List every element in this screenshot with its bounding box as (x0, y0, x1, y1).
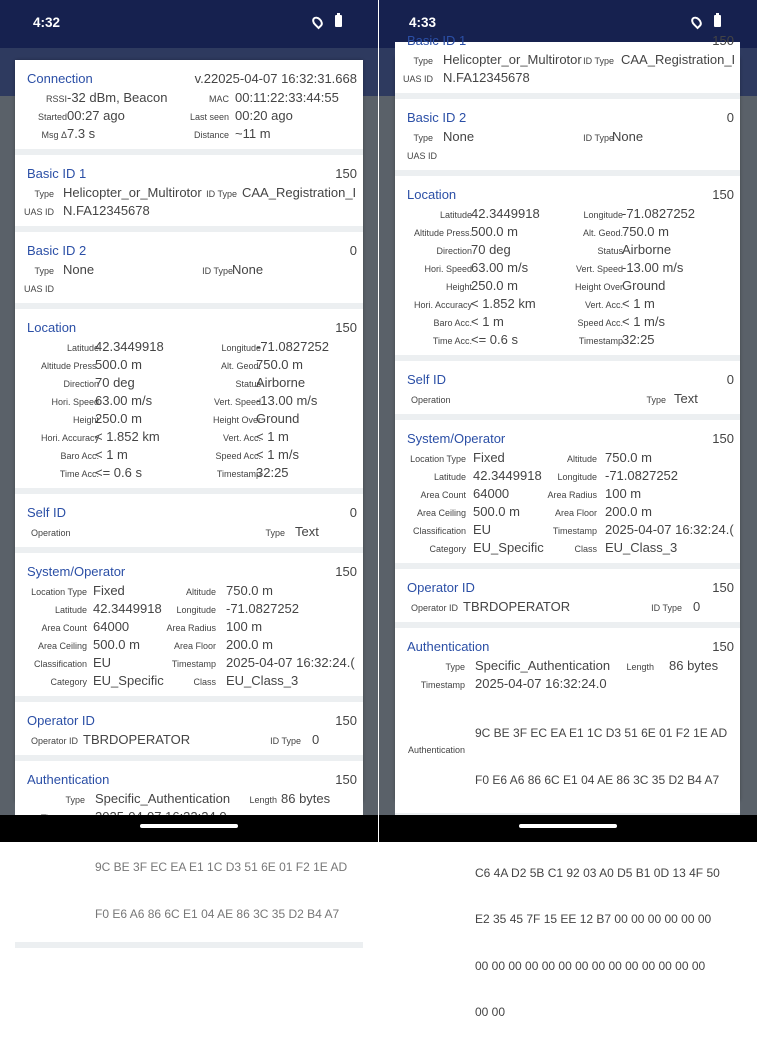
alt-press-value: 500.0 m (471, 224, 518, 239)
home-handle[interactable] (519, 824, 617, 828)
hori-speed-value: 63.00 m/s (471, 260, 529, 275)
class-value: EU_Class_3 (605, 540, 678, 555)
right-phone-screen (379, 0, 757, 1019)
location-count: 150 (335, 320, 357, 335)
operator-title: Operator ID (27, 713, 95, 728)
latitude-label: Latitude (54, 605, 87, 615)
latitude-value: 42.3449918 (473, 468, 542, 483)
id-type-label: ID Type (270, 736, 301, 746)
battery-icon (335, 15, 342, 27)
timestamp-value: 2025-04-07 16:32:24.( (605, 522, 734, 537)
authentication-card (395, 628, 740, 1019)
classification-label: Classification (412, 526, 466, 536)
longitude-label: Longitude (221, 343, 261, 353)
type-label: Type (34, 266, 54, 276)
longitude-label: Longitude (176, 605, 216, 615)
id-type-label: ID Type (651, 603, 682, 613)
type-value: None (63, 262, 95, 277)
operator-count: 150 (335, 713, 357, 728)
timestamp-label: Timestamp (216, 469, 261, 479)
latitude-label: Latitude (66, 343, 99, 353)
distance-value: ~11 m (235, 126, 271, 141)
location-type-value: Fixed (93, 583, 125, 598)
height-label: Height (445, 282, 472, 292)
area-floor-label: Area Floor (554, 508, 597, 518)
basic-id2-count: 0 (349, 243, 357, 258)
area-floor-label: Area Floor (173, 641, 216, 651)
status-label: Status (597, 246, 623, 256)
navigation-bar (379, 815, 757, 842)
self-id-card (395, 361, 740, 420)
authentication-count: 150 (712, 639, 734, 654)
time-acc-label: Time Acc. (432, 336, 472, 346)
alt-press-value: 500.0 m (95, 357, 142, 372)
basic-id2-count: 0 (726, 110, 734, 125)
area-radius-label: Area Radius (547, 490, 597, 500)
height-over-label: Height Over (212, 415, 261, 425)
basic-id1-count: 150 (712, 33, 734, 48)
uas-id-value: N.FA12345678 (63, 203, 150, 218)
operator-id-value: TBRDOPERATOR (463, 599, 571, 614)
authentication-data (475, 695, 728, 1052)
direction-value: 70 deg (471, 242, 511, 257)
alt-geod-label: Alt. Geod. (220, 361, 261, 371)
area-radius-value: 100 m (605, 486, 642, 501)
category-value: EU_Specific (473, 540, 544, 555)
id-type-value: 0 (693, 599, 701, 614)
operator-title: Operator ID (407, 580, 475, 595)
timestamp-label: Timestamp (552, 526, 597, 536)
self-id-card (15, 494, 363, 553)
status-bar (0, 0, 378, 48)
id-type-value: 0 (312, 732, 320, 747)
info-sheet[interactable] (395, 33, 740, 1019)
info-sheet[interactable] (15, 60, 363, 921)
latitude-label: Latitude (439, 210, 472, 220)
type-label: Type (646, 395, 666, 405)
operator-id-value: TBRDOPERATOR (83, 732, 191, 747)
area-radius-value: 100 m (226, 619, 263, 634)
basic-id2-title: Basic ID 2 (407, 110, 467, 125)
alt-geod-label: Alt. Geod. (582, 228, 623, 238)
timestamp-value: 32:25 (622, 332, 655, 347)
longitude-value: -71.0827252 (605, 468, 679, 483)
area-count-value: 64000 (93, 619, 130, 634)
status-label: Status (235, 379, 261, 389)
hori-accuracy-label: Hori. Accuracy (413, 300, 472, 310)
uas-id-label: UAS ID (402, 74, 433, 84)
uas-id-label: UAS ID (23, 284, 54, 294)
height-over-value: Ground (256, 411, 300, 426)
operation-label: Operation (31, 528, 71, 538)
basic-id1-card (15, 155, 363, 232)
basic-id2-title: Basic ID 2 (27, 243, 87, 258)
basic-id1-title: Basic ID 1 (27, 166, 87, 181)
rssi-label: RSSI (45, 94, 67, 104)
time-acc-value: <= 0.6 s (95, 465, 142, 480)
basic-id2-card (395, 99, 740, 176)
timestamp-label: Timestamp (420, 680, 465, 690)
auth-data-line: F0 E6 A6 86 6C E1 04 AE 86 3C 35 D2 B4 A7 (475, 772, 720, 787)
vert-acc-value: < 1 m (256, 429, 289, 444)
height-over-label: Height Over (574, 282, 623, 292)
self-id-count: 0 (726, 372, 734, 387)
timestamp-value: 32:25 (256, 465, 289, 480)
baro-acc-label: Baro Acc. (60, 451, 99, 461)
operator-id-label: Operator ID (31, 736, 79, 746)
longitude-value: -71.0827252 (226, 601, 300, 616)
connection-title: Connection (27, 71, 93, 86)
type-label: Type (445, 662, 465, 672)
location-title: Location (407, 187, 457, 202)
connection-card (15, 60, 363, 155)
baro-acc-value: < 1 m (471, 314, 504, 329)
authentication-card (15, 761, 363, 948)
type-value: Text (295, 524, 319, 539)
location-card (15, 309, 363, 494)
connection-version: v.22025-04-07 16:32:31.668 (194, 71, 357, 86)
type-label: Type (65, 795, 85, 805)
direction-label: Direction (436, 246, 472, 256)
area-floor-value: 200.0 m (226, 637, 273, 652)
altitude-label: Altitude (185, 587, 216, 597)
height-value: 250.0 m (471, 278, 518, 293)
status-time: 4:32 (33, 15, 61, 30)
latitude-value: 42.3449918 (95, 339, 164, 354)
alt-press-label: Altitude Press. (413, 228, 472, 238)
altitude-label: Altitude (566, 454, 597, 464)
type-value: Helicopter_or_Multirotor (63, 185, 202, 200)
left-phone-screen (0, 0, 378, 921)
last-seen-label: Last seen (189, 112, 229, 122)
type-label: Type (265, 528, 285, 538)
area-count-label: Area Count (420, 490, 466, 500)
battery-icon (714, 15, 721, 27)
alt-geod-value: 750.0 m (256, 357, 303, 372)
auth-data-line: 9C BE 3F EC EA E1 1C D3 51 6E 01 F2 1E AD (95, 860, 348, 874)
longitude-value: -71.0827252 (256, 339, 330, 354)
direction-value: 70 deg (95, 375, 135, 390)
type-value: Helicopter_or_Multirotor (443, 52, 582, 67)
auth-data-line: 00 00 00 00 00 00 00 00 00 00 00 00 00 00 (475, 958, 706, 973)
operator-id-card (395, 569, 740, 628)
length-label: Length (249, 795, 277, 805)
authentication-title: Authentication (27, 772, 110, 787)
system-count: 150 (712, 431, 734, 446)
location-card (395, 176, 740, 361)
operation-label: Operation (411, 395, 451, 405)
mac-label: MAC (209, 94, 229, 104)
classification-value: EU (93, 655, 112, 670)
length-label: Length (626, 662, 654, 672)
hori-speed-label: Hori. Speed (424, 264, 472, 274)
classification-value: EU (473, 522, 492, 537)
time-acc-value: <= 0.6 s (471, 332, 518, 347)
class-label: Class (193, 677, 216, 687)
classification-label: Classification (33, 659, 87, 669)
uas-id-label: UAS ID (23, 207, 54, 217)
class-value: EU_Class_3 (226, 673, 299, 688)
baro-acc-value: < 1 m (95, 447, 128, 462)
id-type-label: ID Type (583, 133, 614, 143)
msg-value: 7.3 s (67, 126, 96, 141)
basic-id2-card (15, 232, 363, 309)
vert-acc-value: < 1 m (622, 296, 655, 311)
navigation-bar (0, 815, 378, 842)
system-title: System/Operator (407, 431, 506, 446)
category-label: Category (50, 677, 87, 687)
hori-accuracy-value: < 1.852 km (471, 296, 536, 311)
hori-accuracy-value: < 1.852 km (95, 429, 160, 444)
home-handle[interactable] (140, 824, 238, 828)
location-type-label: Location Type (410, 454, 466, 464)
category-label: Category (429, 544, 466, 554)
uas-id-value: N.FA12345678 (443, 70, 530, 85)
location-icon (310, 15, 325, 30)
uas-id-label: UAS ID (407, 151, 438, 161)
id-type-label: ID Type (202, 266, 233, 276)
vert-acc-label: Vert. Acc. (222, 433, 261, 443)
id-type-value: None (612, 129, 644, 144)
system-title: System/Operator (27, 564, 126, 579)
direction-label: Direction (63, 379, 99, 389)
type-value: Specific_Authentication (475, 658, 611, 673)
height-over-value: Ground (622, 278, 666, 293)
type-label: Type (34, 189, 54, 199)
latitude-value: 42.3449918 (471, 206, 540, 221)
height-label: Height (72, 415, 99, 425)
category-value: EU_Specific (93, 673, 164, 688)
started-label: Started (37, 112, 67, 122)
status-time: 4:33 (409, 15, 437, 30)
timestamp-value: 2025-04-07 16:32:24.0 (475, 676, 607, 691)
authentication-count: 150 (335, 772, 357, 787)
auth-data-line: 00 00 (475, 1005, 506, 1019)
area-count-label: Area Count (41, 623, 87, 633)
distance-label: Distance (193, 130, 229, 140)
rssi-value: -32 dBm, Beacon (67, 90, 168, 105)
location-icon (689, 15, 704, 30)
self-id-count: 0 (349, 505, 357, 520)
latitude-label: Latitude (433, 472, 466, 482)
msg-label: Msg Δ (41, 130, 67, 140)
status-value: Airborne (256, 375, 306, 390)
longitude-value: -71.0827252 (622, 206, 696, 221)
hori-speed-value: 63.00 m/s (95, 393, 153, 408)
area-floor-value: 200.0 m (605, 504, 652, 519)
area-ceiling-label: Area Ceiling (37, 641, 87, 651)
operator-id-card (15, 702, 363, 761)
timestamp-label: Timestamp (171, 659, 216, 669)
basic-id1-count: 150 (335, 166, 357, 181)
auth-data-line: C6 4A D2 5B C1 92 03 A0 D5 B1 0D 13 4F 50 (475, 865, 720, 880)
location-title: Location (27, 320, 77, 335)
self-id-title: Self ID (407, 372, 447, 387)
id-type-label: ID Type (583, 56, 614, 66)
self-id-title: Self ID (27, 505, 67, 520)
timestamp-label: Timestamp (578, 336, 623, 346)
longitude-label: Longitude (583, 210, 623, 220)
location-type-value: Fixed (473, 450, 505, 465)
area-count-value: 64000 (473, 486, 510, 501)
area-ceiling-value: 500.0 m (93, 637, 140, 652)
height-value: 250.0 m (95, 411, 142, 426)
vert-speed-value: -13.00 m/s (256, 393, 318, 408)
longitude-label: Longitude (557, 472, 597, 482)
speed-acc-value: < 1 m/s (256, 447, 299, 462)
altitude-value: 750.0 m (226, 583, 273, 598)
id-type-value: None (232, 262, 264, 277)
auth-data-line: E2 35 45 7F 15 EE 12 B7 00 00 00 00 00 00 (475, 912, 712, 926)
area-ceiling-value: 500.0 m (473, 504, 520, 519)
vert-speed-label: Vert. Speed (575, 264, 623, 274)
area-ceiling-label: Area Ceiling (416, 508, 466, 518)
type-value: Text (674, 391, 698, 406)
speed-acc-label: Speed Acc. (215, 451, 261, 461)
authentication-title: Authentication (407, 639, 490, 654)
alt-geod-value: 750.0 m (622, 224, 669, 239)
last-seen-value: 00:20 ago (235, 108, 293, 123)
authentication-data (95, 829, 347, 953)
auth-data-line: 9C BE 3F EC EA E1 1C D3 51 6E 01 F2 1E AD (475, 726, 728, 740)
system-operator-card (15, 553, 363, 702)
status-value: Airborne (622, 242, 672, 257)
started-value: 00:27 ago (67, 108, 125, 123)
location-count: 150 (712, 187, 734, 202)
system-count: 150 (335, 564, 357, 579)
length-value: 86 bytes (669, 658, 719, 673)
system-operator-card (395, 420, 740, 569)
alt-press-label: Altitude Press. (40, 361, 99, 371)
altitude-value: 750.0 m (605, 450, 652, 465)
mac-value: 00:11:22:33:44:55 (235, 90, 339, 105)
operator-id-label: Operator ID (411, 603, 459, 613)
type-label: Type (413, 56, 433, 66)
info-list (395, 33, 740, 1019)
basic-id1-card (395, 33, 740, 99)
speed-acc-label: Speed Acc. (577, 318, 623, 328)
speed-acc-value: < 1 m/s (622, 314, 665, 329)
vert-speed-value: -13.00 m/s (622, 260, 684, 275)
vert-speed-label: Vert. Speed (213, 397, 261, 407)
baro-acc-label: Baro Acc. (433, 318, 472, 328)
class-label: Class (574, 544, 597, 554)
time-acc-label: Time Acc. (59, 469, 99, 479)
basic-id1-title: Basic ID 1 (407, 33, 467, 48)
length-value: 86 bytes (281, 791, 331, 806)
type-label: Type (413, 133, 433, 143)
type-value: None (443, 129, 475, 144)
id-type-value: CAA_Registration_I (621, 52, 736, 67)
hori-accuracy-label: Hori. Accuracy (40, 433, 99, 443)
id-type-label: ID Type (206, 189, 237, 199)
timestamp-value: 2025-04-07 16:32:24.( (226, 655, 355, 670)
id-type-value: CAA_Registration_I (242, 185, 357, 200)
area-radius-label: Area Radius (166, 623, 216, 633)
operator-count: 150 (712, 580, 734, 595)
vert-acc-label: Vert. Acc. (584, 300, 623, 310)
auth-data-line: F0 E6 A6 86 6C E1 04 AE 86 3C 35 D2 B4 A7 (95, 906, 340, 921)
hori-speed-label: Hori. Speed (51, 397, 99, 407)
location-type-label: Location Type (31, 587, 87, 597)
type-value: Specific_Authentication (95, 791, 231, 806)
authentication-label: Authentication (407, 745, 465, 755)
latitude-value: 42.3449918 (93, 601, 162, 616)
